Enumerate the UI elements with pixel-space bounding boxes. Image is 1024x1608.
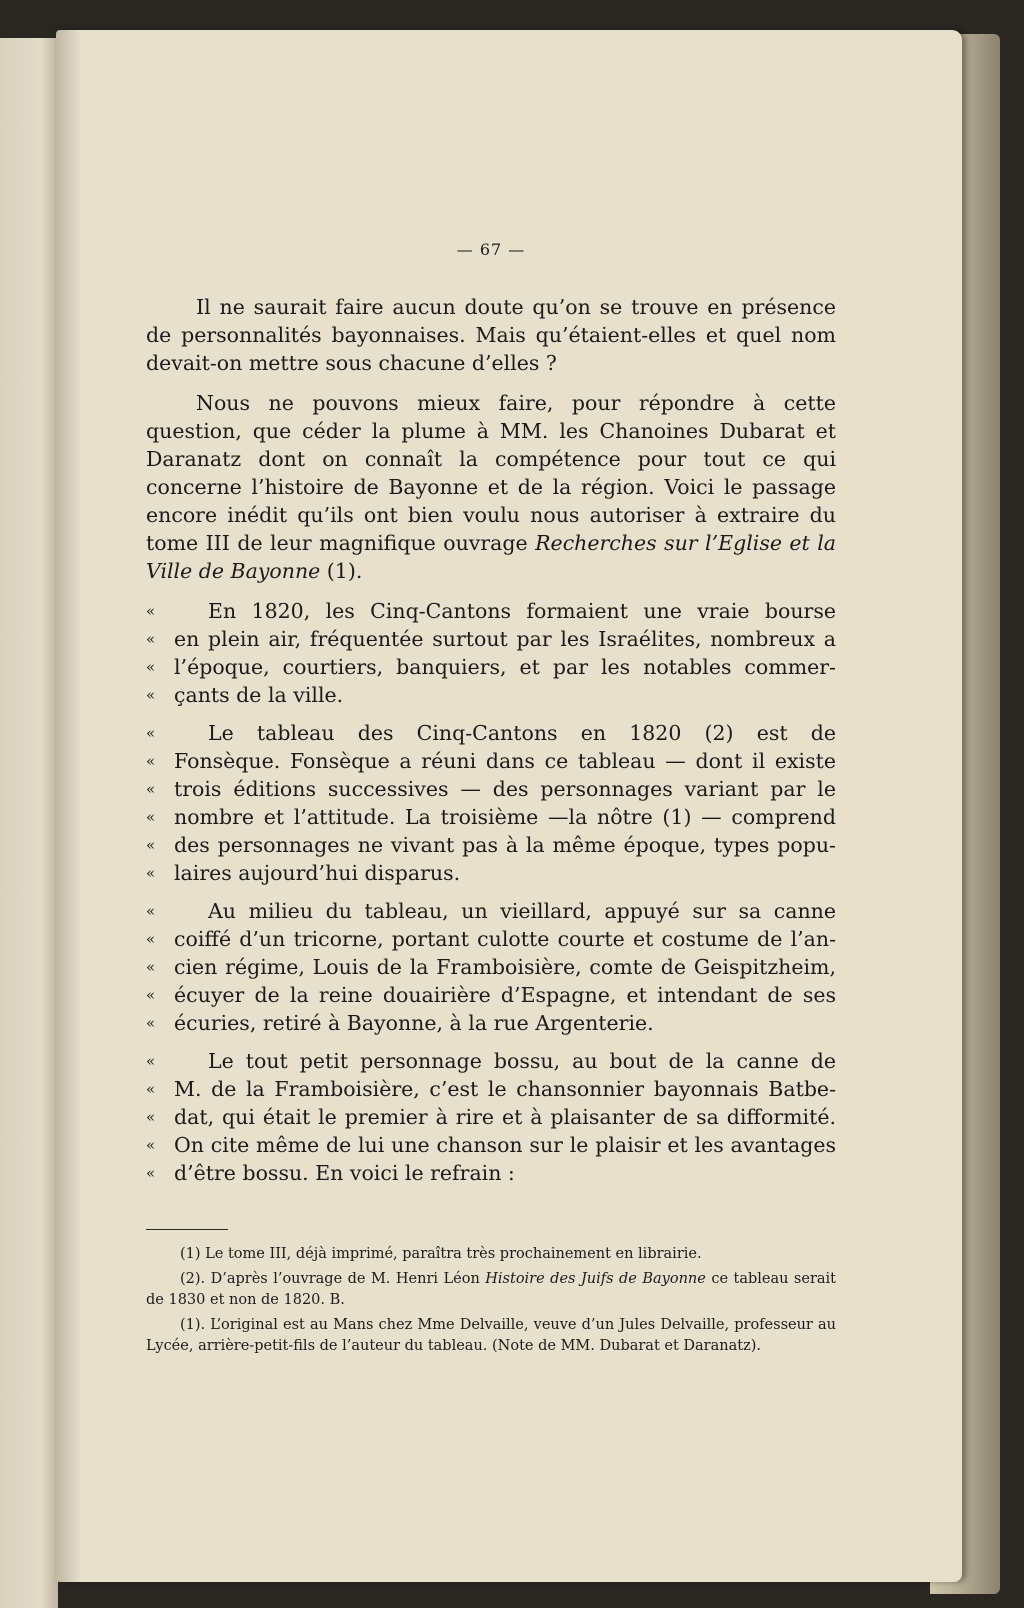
quote-line <box>146 859 836 887</box>
quote-line <box>146 1103 836 1131</box>
quote-mark: « <box>146 958 156 976</box>
footnote-1-text: (1) Le tome III, déjà imprimé, paraîtra très prochainement en librairie. <box>180 1246 702 1262</box>
quote-text: des personnages ne vivant pas à la même époque, types popu- <box>174 833 836 857</box>
quote-text: nombre et l’attitude. La troisième —la nôtre (1) — comprend <box>174 805 836 829</box>
quote-mark: « <box>146 752 156 770</box>
quote-mark: « <box>146 808 156 826</box>
quote-text: En 1820, les Cinq-Cantons formaient une vraie bourse <box>208 599 836 623</box>
quote-line <box>146 831 836 859</box>
footnote-3 <box>146 1315 836 1357</box>
quote-mark: « <box>146 724 156 742</box>
book-ref: (1). <box>320 559 363 583</box>
page-number: — 67 — <box>456 240 526 259</box>
footnote-1 <box>146 1244 836 1265</box>
footnote-2-text: (2). D’après l’ouvrage de M. Henri Léon <box>180 1271 486 1287</box>
quote-mark: « <box>146 686 156 704</box>
text-block <box>146 240 836 1361</box>
quote-line <box>146 1159 836 1187</box>
quote-text: Au milieu du tableau, un vieillard, appuyé sur sa canne <box>208 899 836 923</box>
quote-line <box>146 953 836 981</box>
quote-text: écuries, retiré à Bayonne, à la rue Argenterie. <box>174 1011 654 1035</box>
footnote-3-text: (1). L’original est au Mans chez Mme Delvaille, veuve d’un Jules Delvaille, professeur au Lycée, arrière-petit-fils de l’auteur du tableau. (Note de MM. Dubarat et Daranatz). <box>146 1317 836 1354</box>
quote-line <box>146 625 836 653</box>
quote-text: On cite même de lui une chanson sur le plaisir et les avantages <box>174 1133 836 1157</box>
quote-mark: « <box>146 902 156 920</box>
quote-line <box>146 719 836 747</box>
quote-text: Fonsèque. Fonsèque a réuni dans ce tableau — dont il existe <box>174 749 836 773</box>
quote-line <box>146 653 836 681</box>
quote-mark: « <box>146 864 156 882</box>
quote-mark: « <box>146 1108 156 1126</box>
quote-text: cien régime, Louis de la Framboisière, comte de Geispitzheim, <box>174 955 836 979</box>
quote-text: laires aujourd’hui disparus. <box>174 861 461 885</box>
quote-line <box>146 1047 836 1075</box>
quote-mark: « <box>146 1080 156 1098</box>
quote-mark: « <box>146 1136 156 1154</box>
footnote-rule <box>146 1229 228 1230</box>
quote-text: dat, qui était le premier à rire et à plaisanter de sa difformité. <box>174 1105 836 1129</box>
quote-3 <box>146 897 836 1037</box>
quote-text: Le tableau des Cinq-Cantons en 1820 (2) est de <box>208 721 836 745</box>
quote-mark: « <box>146 658 156 676</box>
quote-mark: « <box>146 1164 156 1182</box>
quote-line <box>146 681 836 709</box>
quote-4 <box>146 1047 836 1187</box>
quote-mark: « <box>146 1014 156 1032</box>
quote-line <box>146 1009 836 1037</box>
quote-line <box>146 1075 836 1103</box>
footnote-2-suffix: ce tableau serait de 1830 et non de 1820. B. <box>146 1271 836 1308</box>
quote-2 <box>146 719 836 887</box>
quote-text: trois éditions successives — des personnages variant par le <box>174 777 836 801</box>
quote-mark: « <box>146 1052 156 1070</box>
quote-text: en plein air, fréquentée surtout par les Israélites, nombreux a <box>174 627 836 651</box>
quote-mark: « <box>146 836 156 854</box>
quote-line <box>146 981 836 1009</box>
left-page-edge <box>0 38 58 1608</box>
footnote-2-title: Histoire des Juifs de Bayonne <box>485 1271 706 1287</box>
quote-mark: « <box>146 602 156 620</box>
quote-text: l’époque, courtiers, banquiers, et par les notables commer- <box>174 655 836 679</box>
gutter-shadow <box>56 30 82 1582</box>
quote-line <box>146 925 836 953</box>
paragraph-2 <box>146 389 836 585</box>
quote-line <box>146 747 836 775</box>
quote-mark: « <box>146 986 156 1004</box>
quote-text: M. de la Framboisière, c’est le chansonnier bayonnais Batbe- <box>174 1077 836 1101</box>
quote-mark: « <box>146 630 156 648</box>
quote-text: écuyer de la reine douairière d’Espagne, et intendant de ses <box>174 983 836 1007</box>
quote-text: d’être bossu. En voici le refrain : <box>174 1161 515 1185</box>
quote-text: coiffé d’un tricorne, portant culotte courte et costume de l’an- <box>174 927 836 951</box>
paragraph-1-text: Il ne saurait faire aucun doute qu’on se trouve en présence de personnalités bayonnaises. Mais qu’étaient-elles et quel nom devait-on mettre sous chacune d’elles ? <box>146 295 836 375</box>
quote-mark: « <box>146 780 156 798</box>
book-page <box>56 30 962 1582</box>
paragraph-2-text: Nous ne pouvons mieux faire, pour répondre à cette question, que céder la plume à MM. les Chanoines Dubarat et Daranatz dont on connaît la compétence pour tout ce qui concerne l’histoire de Bayonne et de la région. Voici le passage encore inédit qu’ils ont bien voulu nous autoriser à extraire du tome III de leur magnifique ouvrage <box>146 391 836 555</box>
quote-1 <box>146 597 836 709</box>
quote-mark: « <box>146 930 156 948</box>
quote-line <box>146 803 836 831</box>
quote-line <box>146 1131 836 1159</box>
quote-line <box>146 597 836 625</box>
quote-line <box>146 775 836 803</box>
quote-text: çants de la ville. <box>174 683 344 707</box>
paragraph-1 <box>146 293 836 377</box>
footnote-2 <box>146 1269 836 1311</box>
quote-line <box>146 897 836 925</box>
quote-text: Le tout petit personnage bossu, au bout de la canne de <box>208 1049 836 1073</box>
book-title: Recherches sur l’Eglise et la Ville de Bayonne <box>146 531 836 583</box>
